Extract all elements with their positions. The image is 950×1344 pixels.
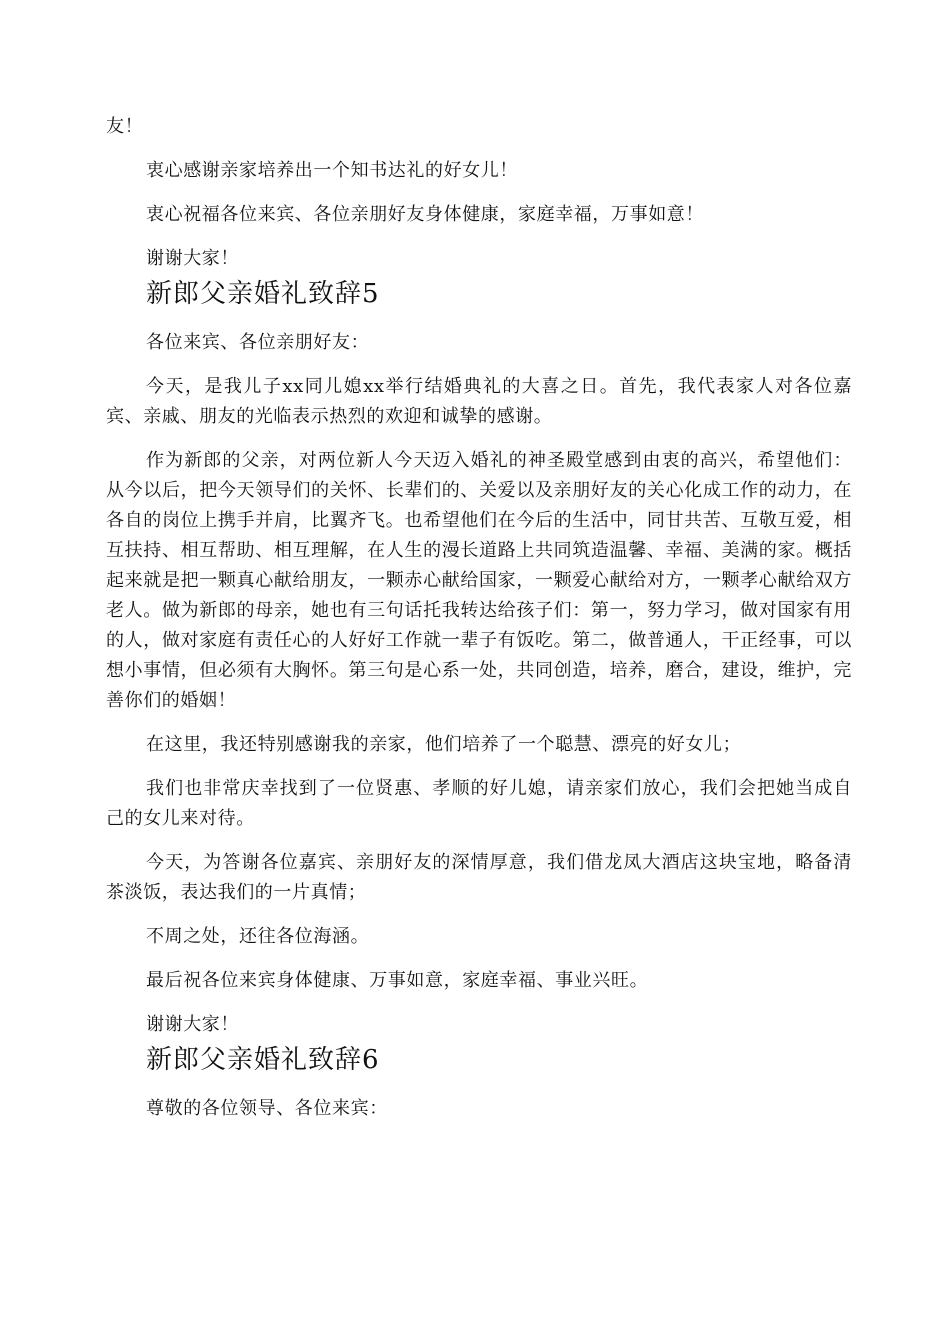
section-heading-6: 新郎父亲婚礼致辞6 — [146, 1045, 380, 1075]
paragraph: 谢谢大家！ — [146, 1014, 239, 1035]
continuation-text: 友！ — [106, 116, 144, 137]
paragraph: 最后祝各位来宾身体健康、万事如意，家庭幸福、事业兴旺。 — [146, 970, 649, 991]
paragraph: 我们也非常庆幸找到了一位贤惠、孝顺的好儿媳，请亲家们放心，我们会把她当成自己的女儿来对待。 — [106, 778, 852, 829]
paragraph: 谢谢大家！ — [146, 248, 239, 269]
document-page — [106, 112, 852, 1124]
paragraph: 今天，是我儿子xx同儿媳xx举行结婚典礼的大喜之日。首先，我代表家人对各位嘉宾、亲戚、朋友的光临表示热烈的欢迎和诚挚的感谢。 — [106, 376, 852, 427]
paragraph: 作为新郎的父亲，对两位新人今天迈入婚礼的神圣殿堂感到由衷的高兴，希望他们：从今以后，把今天领导们的关怀、长辈们的、关爱以及亲朋好友的关心化成工作的动力，在各自的岗位上携手并肩，比翼齐飞。也希望他们在今后的生活中，同甘共苦、互敬互爱，相互扶持、相互帮助、相互理解，在人生的漫长道路上共同筑造温馨、幸福、美满的家。概括起来就是把一颗真心献给朋友，一颗赤心献给国家，一颗爱心献给对方，一颗孝心献给双方老人。做为新郎的母亲，她也有三句话托我转达给孩子们：第一，努力学习，做对国家有用的人，做对家庭有责任心的人好好工作就一辈子有饭吃。第二，做普通人，干正经事，可以想小事情，但必须有大胸怀。第三句是心系一处，共同创造，培养，磨合，建设，维护，完善你们的婚姻！ — [106, 450, 852, 711]
paragraph: 衷心感谢亲家培养出一个知书达礼的好女儿！ — [146, 160, 518, 181]
paragraph: 各位来宾、各位亲朋好友： — [146, 332, 370, 353]
paragraph: 衷心祝福各位来宾、各位亲朋好友身体健康，家庭幸福，万事如意！ — [146, 204, 704, 225]
paragraph: 不周之处，还往各位海涵。 — [146, 926, 370, 947]
paragraph: 在这里，我还特别感谢我的亲家，他们培养了一个聪慧、漂亮的好女儿； — [146, 734, 742, 755]
section-heading-5: 新郎父亲婚礼致辞5 — [146, 279, 380, 309]
paragraph: 今天，为答谢各位嘉宾、亲朋好友的深情厚意，我们借龙凤大酒店这块宝地，略备清茶淡饭，表达我们的一片真情； — [106, 852, 852, 903]
paragraph: 尊敬的各位领导、各位来宾： — [146, 1098, 388, 1119]
